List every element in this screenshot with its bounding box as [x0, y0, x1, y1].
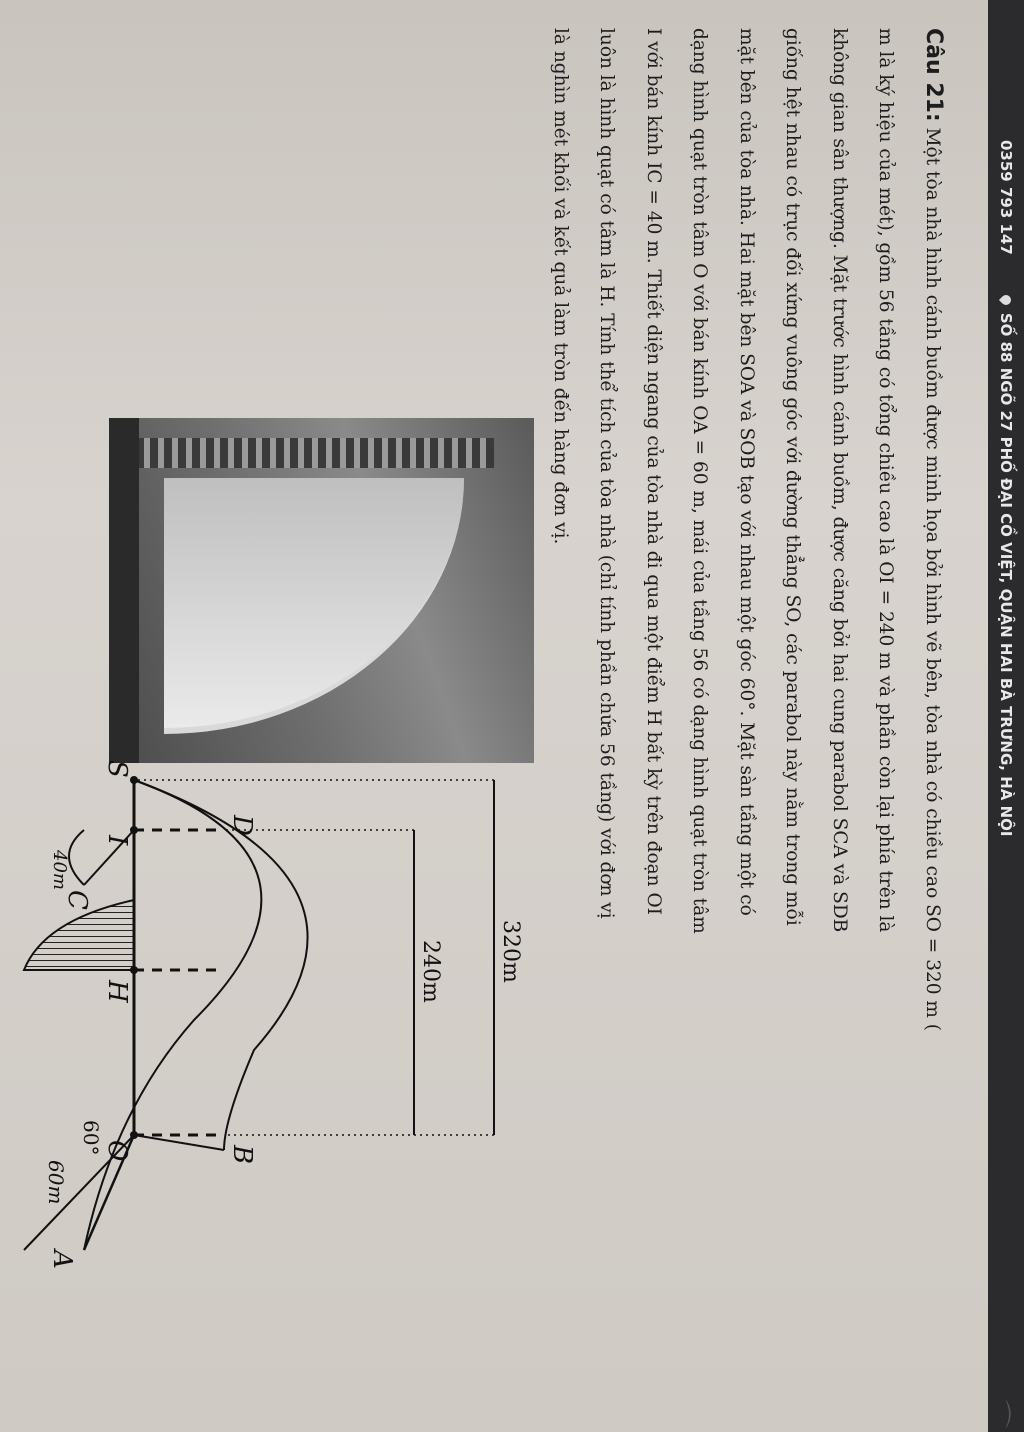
label-angle: 60° [79, 1120, 103, 1156]
question-text-line: Một tòa nhà hình cánh buồm được minh họa bởi hình vẽ bên, tòa nhà có chiều cao SO = 320 m ( [922, 121, 943, 1032]
header-bar [988, 0, 1024, 1432]
question-line-3: không gian sân thượng. Mặt trước hình cánh buồm, được căng bởi hai cung parabol SCA và SDB [829, 28, 850, 933]
building-photo [109, 418, 534, 763]
question-line-7: I với bán kính IC = 40 m. Thiết diện ngang của tòa nhà đi qua một điểm H bất kỳ trên đoạn OI [643, 28, 664, 915]
question-line-6: dạng hình quạt tròn tâm O với bán kính OA = 60 m, mái của tầng 56 có dạng hình quạt tròn tâm [689, 28, 711, 934]
question-line-2: m là ký hiệu của mét), gồm 56 tầng có tổng chiều cao là OI = 240 m và phần còn lại phía trên là [875, 28, 897, 933]
photo-base [109, 418, 139, 763]
location-pin-icon [999, 293, 1013, 307]
label-s: S [102, 760, 132, 778]
question-line-4: giống hệt nhau có trục đối xứng vuông góc với đường thẳng SO, các parabol này nằm trong mỗi [782, 28, 804, 926]
hatched-section-h [24, 900, 134, 970]
parabola-sca [84, 780, 261, 1250]
label-c: C [62, 890, 92, 910]
label-h: H [102, 980, 132, 1003]
question-line-9: là nghìn mét khối và kết quả làm tròn đến hàng đơn vị. [550, 28, 571, 545]
header-address: SỐ 88 NGÕ 27 PHỐ ĐẠI CỒ VIỆT, QUẬN HAI BÀ TRƯNG, HÀ NỘI [997, 312, 1015, 837]
page-curl-mark: ⌒ [980, 1400, 1013, 1429]
question-line-8: luôn là hình quạt có tâm là H. Tính thể tích của tòa nhà (chỉ tính phần chứa 56 tầng) với đơn vị [596, 28, 618, 919]
header-address-group [997, 295, 1015, 837]
question-label: Câu 21: [921, 28, 946, 122]
question-block [537, 28, 957, 1338]
sail-diagram [14, 720, 554, 1420]
arc-cd [69, 830, 84, 885]
label-so-length: 320m [498, 920, 523, 983]
label-oa-length: 60m [44, 1160, 68, 1205]
point-h [130, 966, 138, 974]
photo-sail-facade [164, 478, 464, 734]
point-o [130, 1131, 138, 1139]
label-oi-length: 240m [418, 940, 443, 1003]
segment-ob [134, 1135, 224, 1150]
parabola-sdb [134, 780, 308, 1150]
label-a: A [47, 1250, 77, 1269]
photo-frame-structure [134, 438, 494, 468]
header-phone: 0359 793 147 [997, 140, 1015, 255]
label-o: O [102, 1140, 132, 1162]
label-i: I [102, 835, 132, 846]
question-line-1 [909, 28, 957, 1338]
label-ic-length: 40m [49, 850, 70, 890]
question-line-5: mặt bên của tòa nhà. Hai mặt bên SOA và SOB tạo với nhau một góc 60°. Mặt sàn tầng một có [736, 28, 757, 916]
point-i [130, 826, 138, 834]
label-d: D [227, 815, 257, 836]
label-b: B [227, 1145, 257, 1165]
